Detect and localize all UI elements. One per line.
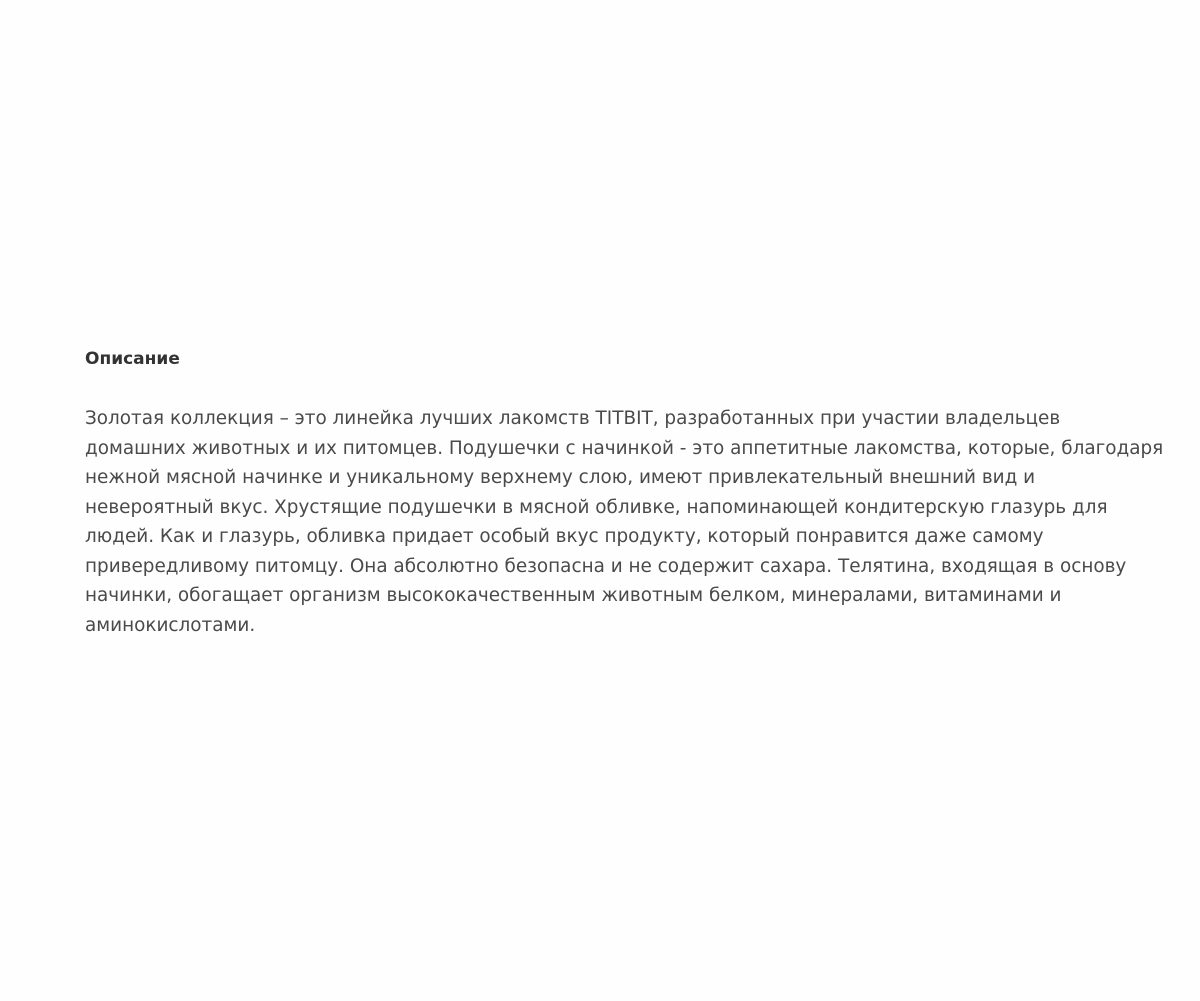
description-line: привередливому питомцу. Она абсолютно безопасна и не содержит сахара. Телятина, входящая в основу [85, 555, 1127, 577]
description-heading: Описание [85, 349, 180, 369]
description-line: Золотая коллекция – это линейка лучших лакомств TITBIT, разработанных при участии владельцев [85, 408, 1061, 429]
description-line: людей. Как и глазурь, обливка придает особый вкус продукту, который понравится даже самому [85, 526, 1044, 547]
description-line: аминокислотами. [85, 614, 256, 636]
description-line: домашних животных и их питомцев. Подушечки с начинкой - это аппетитные лакомства, которые, благодаря [85, 437, 1164, 459]
description-line: нежной мясной начинке и уникальному верхнему слою, имеют привлекательный внешний вид и [85, 467, 1036, 488]
description-section [85, 345, 1175, 636]
description-line: начинки, обогащает организм высококачественным животным белком, минералами, витаминами и [85, 585, 1062, 606]
description-text [85, 404, 1175, 640]
description-line: невероятный вкус. Хрустящие подушечки в мясной обливке, напоминающей кондитерскую глазурь для [85, 496, 1108, 518]
